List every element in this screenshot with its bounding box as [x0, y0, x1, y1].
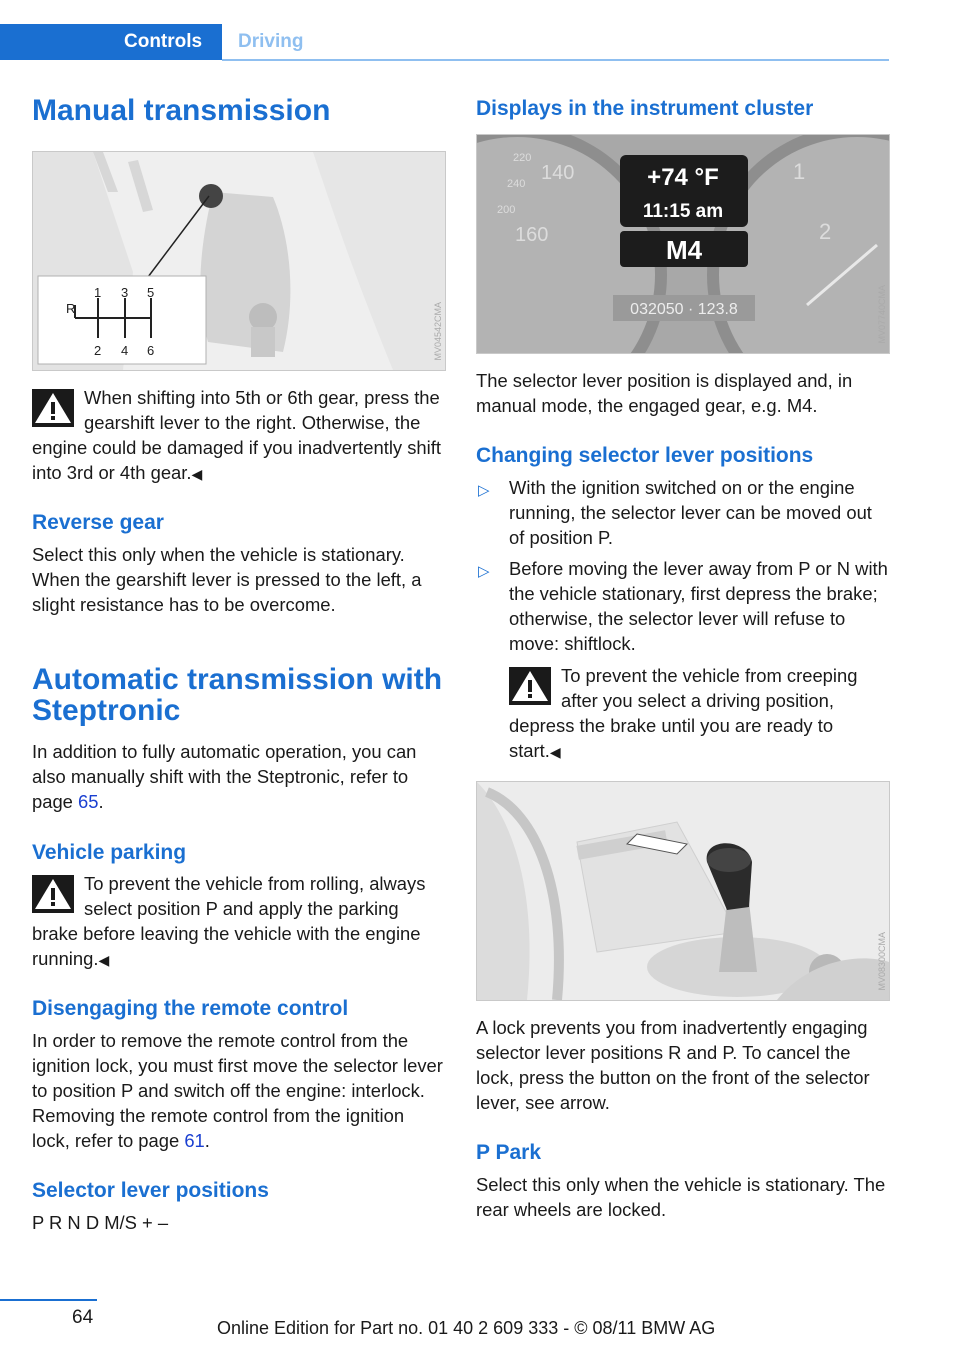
- remote-text-body: In order to remove the remote control from the ignition lock, you must first move the selector lever to position P and switch off the engine: interlock. Removing the remote control from the ignition lock, refer to page: [32, 1030, 443, 1151]
- reverse-title: Reverse gear: [32, 511, 164, 534]
- remote-text-end: .: [204, 1130, 210, 1151]
- gear-label-1: 1: [94, 285, 102, 300]
- end-mark-icon: ◀: [549, 744, 561, 760]
- speed-label-240: 240: [507, 178, 526, 190]
- gear-label-4: 4: [121, 343, 129, 358]
- speed-label-160: 160: [515, 224, 549, 246]
- automatic-text: [32, 739, 446, 814]
- remote-text: [32, 1028, 446, 1153]
- list-item: [476, 556, 890, 656]
- figure-code: MV08300CMA: [877, 932, 887, 991]
- speed-label-220: 220: [513, 152, 532, 164]
- page-link-61[interactable]: 61: [184, 1130, 205, 1151]
- automatic-text-end: .: [98, 791, 104, 812]
- triangle-right-icon: ▷: [478, 482, 490, 499]
- automatic-title: Automatic transmission with Steptronic: [32, 663, 443, 727]
- footer-rule: [0, 1299, 97, 1301]
- manual-shift-illustration: [33, 152, 445, 370]
- selector-lever-illustration: [477, 782, 889, 1000]
- cluster-temperature: +74 °F: [647, 164, 719, 191]
- warning-triangle-icon: [509, 667, 551, 705]
- rpm-label-2: 2: [819, 219, 832, 244]
- page-number: 64: [72, 1307, 94, 1328]
- changing-warning-text: To prevent the vehicle from creeping after you select a driving position, depress the brake until you are ready to start.: [509, 665, 858, 761]
- end-mark-icon: ◀: [98, 952, 110, 968]
- speed-label-140: 140: [541, 162, 575, 184]
- gear-label-6: 6: [147, 343, 155, 358]
- speed-label-200: 200: [497, 204, 516, 216]
- parking-title: Vehicle parking: [32, 841, 187, 864]
- page-link-65[interactable]: 65: [78, 791, 99, 812]
- instrument-cluster-figure: [476, 134, 890, 354]
- header-rule: [222, 59, 889, 61]
- selector-lever-figure: [476, 781, 890, 1001]
- manual-title: Manual transmission: [32, 94, 331, 127]
- manual-shift-figure: [32, 151, 446, 371]
- instrument-cluster-illustration: [477, 135, 889, 353]
- remote-title: Disengaging the remote control: [32, 997, 349, 1020]
- list-item-text: With the ignition switched on or the engine running, the selector lever can be moved out of position P.: [509, 477, 872, 548]
- parking-warning: [32, 871, 446, 973]
- parking-warning-text: To prevent the vehicle from rolling, always select position P and apply the parking brake before leaving the vehicle with the engine running.: [32, 873, 426, 969]
- changing-list: [476, 475, 890, 656]
- rpm-label-1: 1: [793, 159, 806, 184]
- manual-warning: [32, 385, 446, 487]
- triangle-right-icon: ▷: [478, 563, 490, 580]
- header-section: Controls: [124, 31, 203, 52]
- cluster-time: 11:15 am: [642, 201, 724, 222]
- footer-edition: Online Edition for Part no. 01 40 2 609 333 - © 08/11 BMW AG: [217, 1318, 716, 1338]
- gear-label-2: 2: [94, 343, 102, 358]
- changing-title: Changing selector lever positions: [476, 444, 814, 467]
- displays-text: The selector lever position is displayed and, in manual mode, the engaged gear, e.g. M4.: [476, 370, 853, 416]
- warning-triangle-icon: [32, 875, 74, 913]
- header-subsection: Driving: [238, 31, 304, 52]
- displays-title: Displays in the instrument cluster: [476, 97, 814, 120]
- list-item: [476, 475, 890, 550]
- figure-code: MV07740CMA: [877, 285, 887, 344]
- park-text: Select this only when the vehicle is stationary. The rear wheels are locked.: [476, 1174, 886, 1220]
- gear-label-3: 3: [121, 285, 129, 300]
- end-mark-icon: ◀: [191, 466, 203, 482]
- automatic-text-body: In addition to fully automatic operation, you can also manually shift with the Steptronic, refer to page: [32, 741, 417, 812]
- reverse-text: Select this only when the vehicle is stationary. When the gearshift lever is pressed to the left, a slight resistance has to be overcome.: [32, 544, 422, 615]
- cluster-odometer: 032050 · 123.8: [630, 301, 738, 318]
- gear-label-5: 5: [147, 285, 155, 300]
- manual-warning-text: When shifting into 5th or 6th gear, press the gearshift lever to the right. Otherwise, the engine could be damaged if you inadvertently shift into 3rd or 4th gear.: [32, 387, 441, 483]
- lock-text: A lock prevents you from inadvertently engaging selector lever positions R and P. To cancel the lock, press the button on the front of the selector lever, see arrow.: [476, 1017, 870, 1113]
- park-title: P Park: [476, 1141, 541, 1164]
- list-item-text: Before moving the lever away from P or N with the vehicle stationary, first depress the brake; otherwise, the selector lever will refuse to move: shiftlock.: [509, 558, 888, 654]
- gear-label-reverse: R: [66, 301, 76, 316]
- warning-triangle-icon: [32, 389, 74, 427]
- figure-code: MV04542CMA: [433, 302, 443, 361]
- selector-text: P R N D M/S + –: [32, 1212, 169, 1233]
- changing-warning: [509, 663, 889, 765]
- selector-title: Selector lever positions: [32, 1179, 269, 1202]
- cluster-gear: M4: [665, 235, 703, 265]
